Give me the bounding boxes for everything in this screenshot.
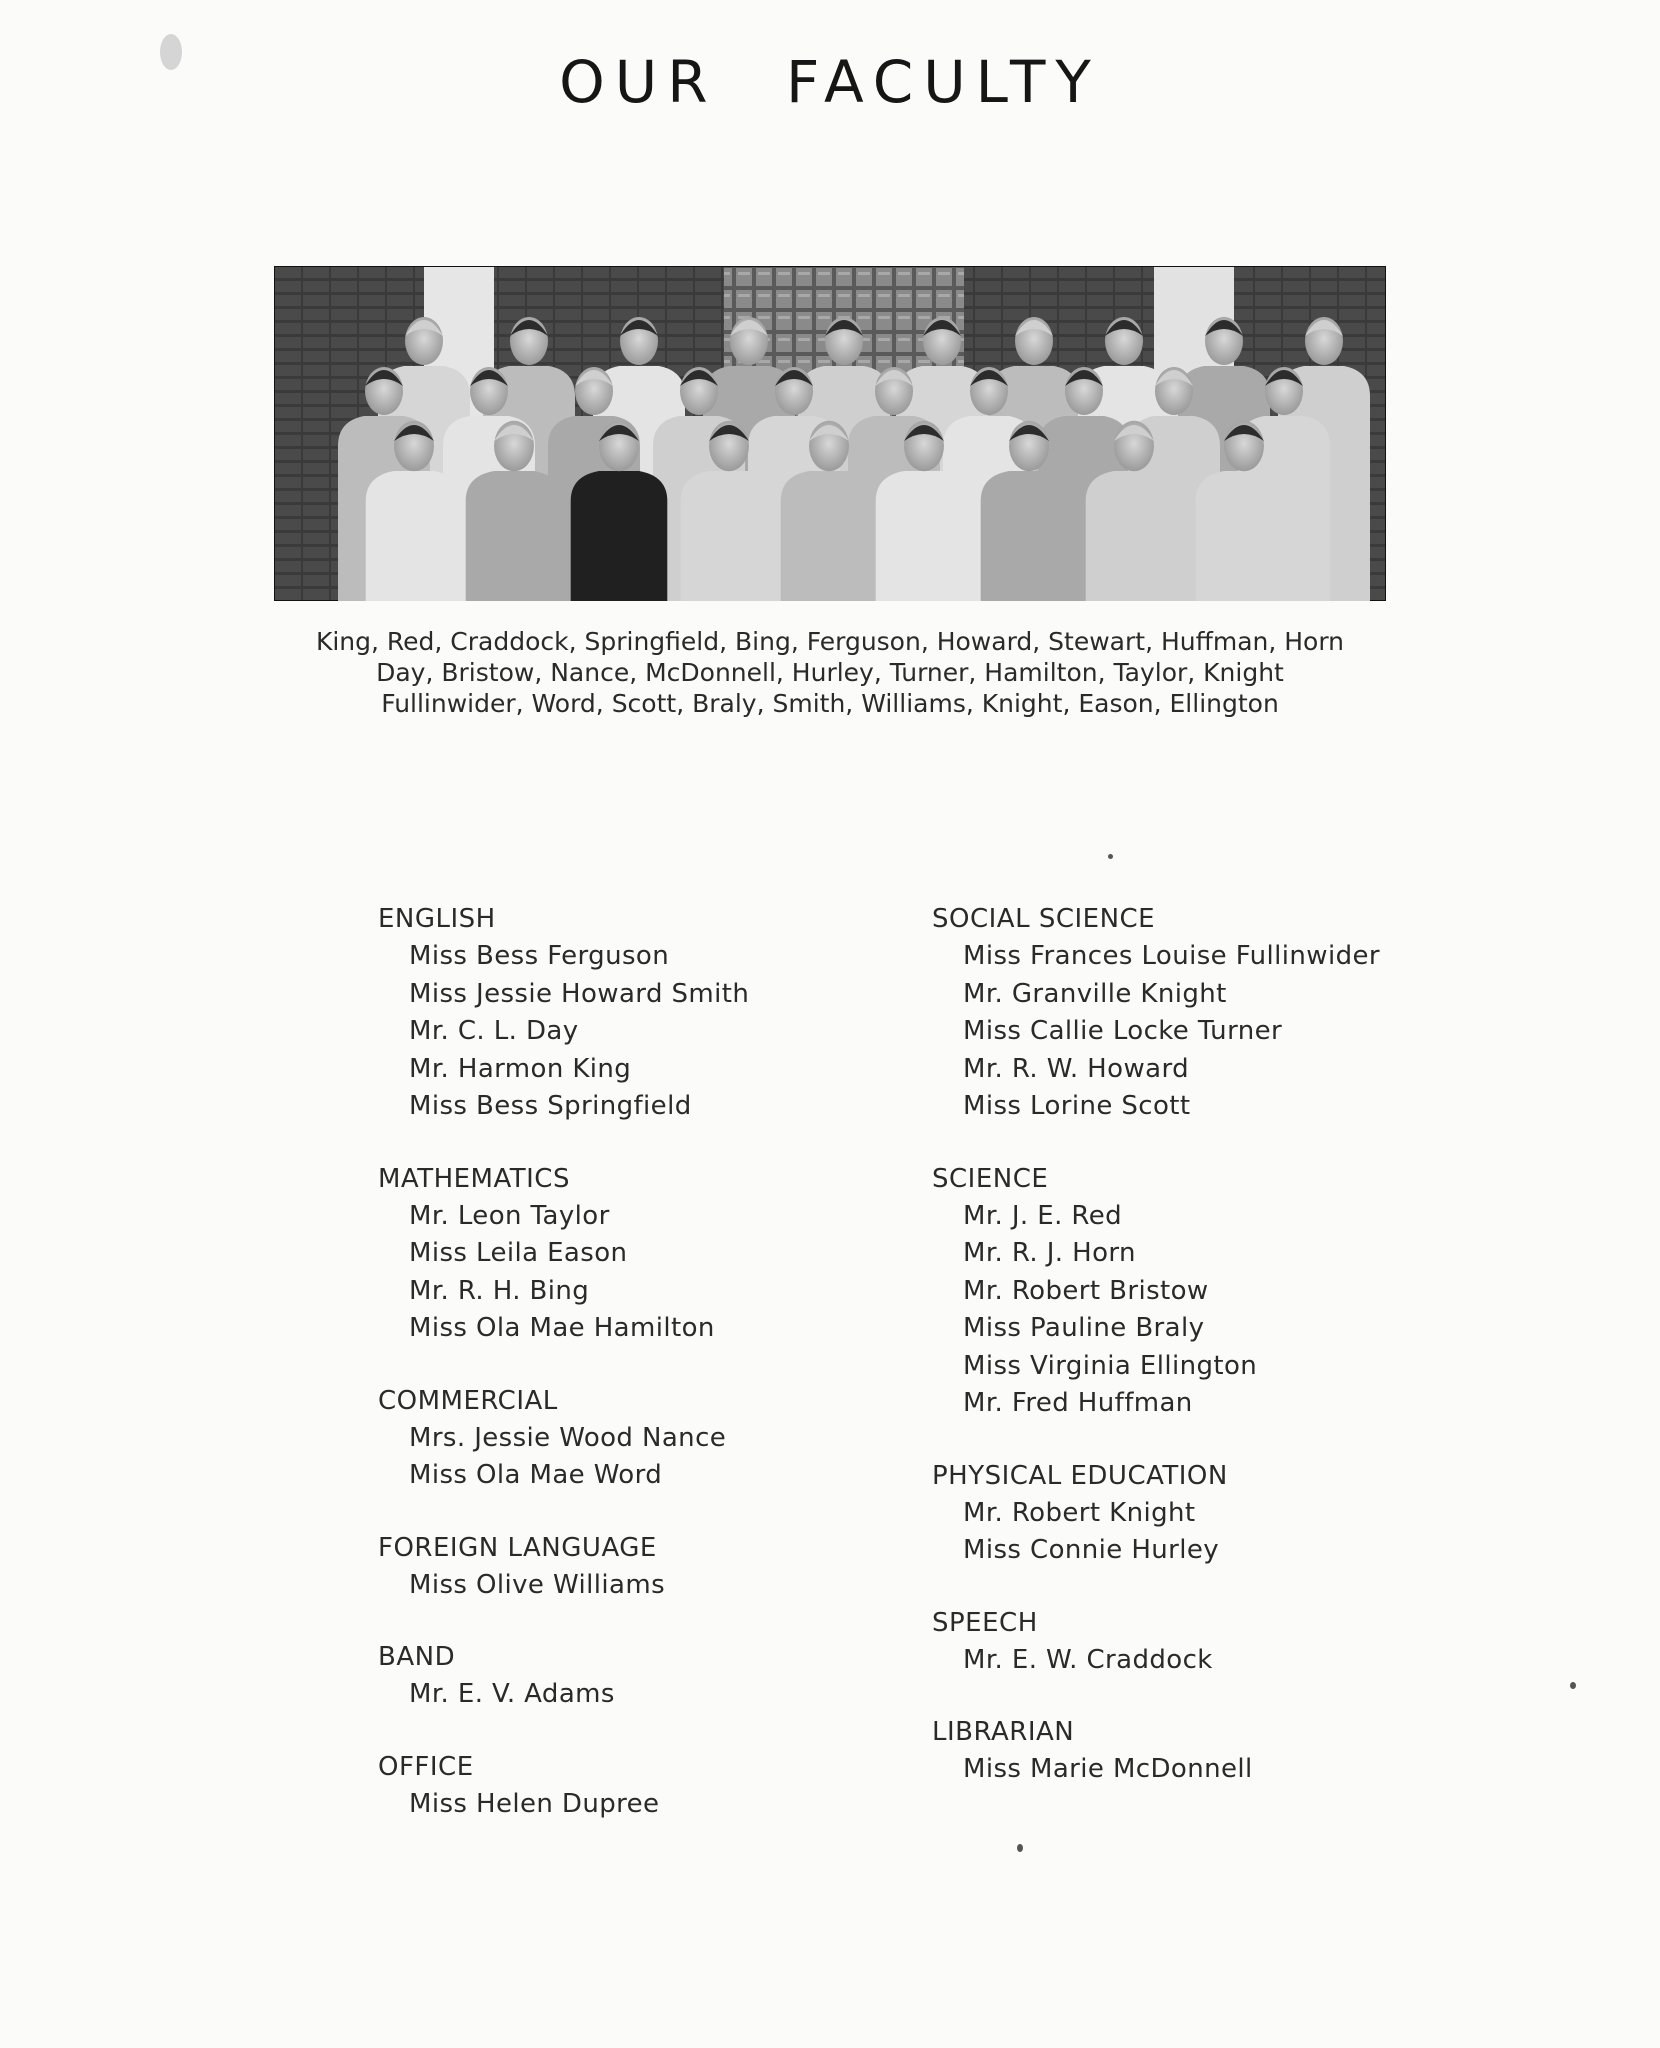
department-name: MATHEMATICS xyxy=(378,1163,570,1194)
faculty-member: Mr. R. W. Howard xyxy=(963,1053,1189,1084)
department-name: COMMERCIAL xyxy=(378,1385,558,1416)
department-name: SOCIAL SCIENCE xyxy=(932,904,1156,934)
faculty-member: Mr. R. H. Bing xyxy=(409,1275,590,1306)
department-librarian xyxy=(932,1713,1572,1789)
faculty-member: Mr. Robert Bristow xyxy=(963,1275,1209,1306)
faculty-member: Miss Pauline Braly xyxy=(963,1313,1205,1343)
faculty-member: Miss Leila Eason xyxy=(409,1238,628,1268)
photo-caption xyxy=(0,626,1660,719)
faculty-member: Mr. E. W. Craddock xyxy=(963,1644,1213,1675)
department-name: FOREIGN LANGUAGE xyxy=(378,1532,657,1563)
department-name: ENGLISH xyxy=(378,904,496,934)
department-name: PHYSICAL EDUCATION xyxy=(932,1460,1228,1491)
faculty-member: Miss Bess Ferguson xyxy=(409,941,670,971)
caption-row-3: Fullinwider, Word, Scott, Braly, Smith, Williams, Knight, Eason, Ellington xyxy=(381,689,1279,718)
department-english xyxy=(378,900,1018,1126)
department-band xyxy=(378,1638,1018,1714)
person-body xyxy=(466,471,563,601)
faculty-member: Miss Ola Mae Hamilton xyxy=(409,1313,715,1343)
paper-speck xyxy=(1017,1844,1023,1852)
faculty-member: Mr. Leon Taylor xyxy=(409,1200,610,1231)
person-body xyxy=(681,471,778,601)
faculty-member: Miss Ola Mae Word xyxy=(409,1460,663,1490)
faculty-member: Mr. Harmon King xyxy=(409,1053,632,1084)
faculty-member: Miss Callie Locke Turner xyxy=(963,1016,1283,1046)
paper-speck xyxy=(1108,854,1113,859)
faculty-member: Miss Frances Louise Fullinwider xyxy=(963,941,1380,971)
department-mathematics xyxy=(378,1160,1018,1348)
caption-row-1: King, Red, Craddock, Springfield, Bing, Ferguson, Howard, Stewart, Huffman, Horn xyxy=(315,627,1345,656)
faculty-member: Mr. J. E. Red xyxy=(963,1200,1123,1231)
faculty-member: Mr. Granville Knight xyxy=(963,978,1227,1009)
department-social-science xyxy=(932,900,1572,1126)
department-name: LIBRARIAN xyxy=(932,1717,1075,1747)
faculty-list-left-column xyxy=(378,900,1018,1857)
person-body xyxy=(1086,471,1183,601)
faculty-member: Miss Jessie Howard Smith xyxy=(409,978,750,1009)
person-body xyxy=(366,471,463,601)
person-body xyxy=(781,471,878,601)
faculty-member: Miss Connie Hurley xyxy=(963,1535,1220,1565)
faculty-group-photo xyxy=(274,266,1386,601)
person-body xyxy=(876,471,973,601)
person-body xyxy=(981,471,1078,601)
department-foreign-language xyxy=(378,1529,1018,1605)
faculty-member: Miss Bess Springfield xyxy=(409,1091,692,1121)
faculty-member: Miss Marie McDonnell xyxy=(963,1754,1253,1784)
paper-stain xyxy=(160,34,182,70)
faculty-member: Miss Olive Williams xyxy=(409,1569,666,1600)
department-speech xyxy=(932,1604,1572,1680)
faculty-member: Miss Virginia Ellington xyxy=(963,1350,1258,1381)
faculty-member: Mr. Fred Huffman xyxy=(963,1388,1193,1418)
faculty-member: Miss Helen Dupree xyxy=(409,1788,660,1819)
faculty-member: Mr. E. V. Adams xyxy=(409,1679,615,1709)
person-body xyxy=(571,471,668,601)
department-name: SPEECH xyxy=(932,1607,1038,1638)
department-name: SCIENCE xyxy=(932,1163,1049,1194)
department-name: BAND xyxy=(378,1642,456,1672)
department-physical-education xyxy=(932,1457,1572,1570)
paper-speck xyxy=(1570,1682,1576,1689)
department-office xyxy=(378,1748,1018,1824)
faculty-member: Mr. R. J. Horn xyxy=(963,1238,1136,1268)
person-body xyxy=(1196,471,1293,601)
faculty-member: Mrs. Jessie Wood Nance xyxy=(409,1422,727,1453)
photo-illustration xyxy=(274,266,1386,601)
faculty-member: Mr. C. L. Day xyxy=(409,1016,579,1046)
department-commercial xyxy=(378,1382,1018,1495)
faculty-member: Mr. Robert Knight xyxy=(963,1497,1196,1528)
page-title: OUR FACULTY xyxy=(559,48,1101,116)
faculty-list-right-column xyxy=(932,900,1572,1823)
department-name: OFFICE xyxy=(378,1751,474,1782)
faculty-member: Miss Lorine Scott xyxy=(963,1091,1191,1121)
caption-row-2: Day, Bristow, Nance, McDonnell, Hurley, Turner, Hamilton, Taylor, Knight xyxy=(376,658,1284,687)
department-science xyxy=(932,1160,1572,1423)
